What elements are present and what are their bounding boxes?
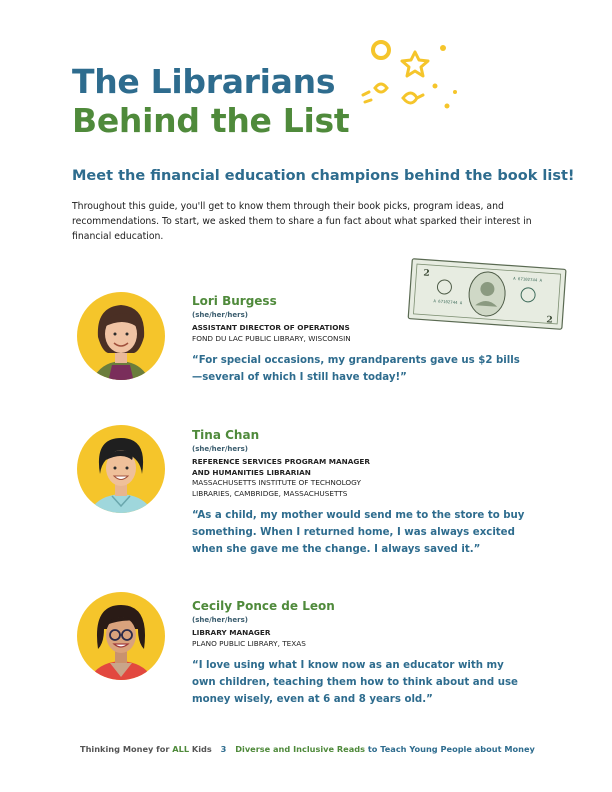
title-line-1: The Librarians <box>72 62 336 101</box>
profile-pronouns: (she/her/hers) <box>192 616 248 624</box>
profile-quote: “As a child, my mother would send me to the store to buy something. When I returned home, I was always excited when she gave me the change. I always saved it.” <box>192 510 525 555</box>
profile-pronouns: (she/her/hers) <box>192 445 248 453</box>
star-icon <box>402 52 428 76</box>
bill-serial-2: A 67102744 A <box>513 275 543 283</box>
sparkle-icon <box>363 84 387 102</box>
profile-title: LIBRARY MANAGER <box>192 628 271 637</box>
star-doodles <box>355 30 465 140</box>
profile-name: Lori Burgess <box>192 294 277 308</box>
page-number: 3 <box>220 744 227 754</box>
profile-quote: “I love using what I know now as an educator with my own children, teaching them how to think about and use money wisely, even at 6 and 8 years old.” <box>192 660 518 705</box>
footer-kids: Kids <box>189 744 212 754</box>
page-title <box>72 62 349 140</box>
bill-serial: A 67102744 A <box>433 298 463 306</box>
profile-name: Cecily Ponce de Leon <box>192 599 335 613</box>
profile-cecily-ponce-de-leon <box>192 599 552 708</box>
profile-pronouns: (she/her/hers) <box>192 311 248 319</box>
footer-series-title: Thinking Money for <box>80 744 173 754</box>
dot-icon <box>433 84 438 89</box>
swirl-icon <box>403 93 423 103</box>
footer-guide-subtitle: to Teach Young People about Money <box>365 744 535 754</box>
profile-lori-burgess <box>192 294 552 386</box>
profile-title: ASSISTANT DIRECTOR OF OPERATIONS <box>192 323 350 332</box>
subtitle: Meet the financial education champions behind the book list! <box>72 168 575 184</box>
dot-icon <box>453 90 457 94</box>
bill-denomination-2: 2 <box>546 315 553 326</box>
intro-paragraph: Throughout this guide, you'll get to know them through their book picks, program ideas, and recommendations. To start, we asked them to share a fun fact about what sparked their interest in financial education. <box>72 201 532 242</box>
dot-icon <box>440 45 446 51</box>
profile-tina-chan <box>192 428 552 558</box>
avatar-lori-burgess <box>76 291 166 391</box>
avatar-cecily-ponce-de-leon <box>76 591 166 691</box>
title-line-2: Behind the List <box>72 101 350 140</box>
profile-title-line-2: AND HUMANITIES LIBRARIAN <box>192 467 311 477</box>
profile-org: FOND DU LAC PUBLIC LIBRARY, WISCONSIN <box>192 333 351 343</box>
profile-org: PLANO PUBLIC LIBRARY, TEXAS <box>192 638 306 648</box>
bill-denomination: 2 <box>422 268 430 279</box>
footer-guide-title: Diverse and Inclusive Reads <box>235 744 365 754</box>
profile-name: Tina Chan <box>192 428 260 442</box>
profile-org-line-1: MASSACHUSETTS INSTITUTE OF TECHNOLOGY <box>192 478 361 487</box>
footer <box>80 744 550 754</box>
profile-title-line-1: REFERENCE SERVICES PROGRAM MANAGER <box>192 457 371 466</box>
avatar-tina-chan <box>76 424 166 524</box>
footer-all: ALL <box>172 744 190 754</box>
profile-org-line-2: LIBRARIES, CAMBRIDGE, MASSACHUSETTS <box>192 488 348 498</box>
profile-quote: “For special occasions, my grandparents gave us $2 bills—several of which I still have today!” <box>192 355 520 383</box>
dot-icon <box>445 104 450 109</box>
circle-doodle <box>373 42 389 58</box>
